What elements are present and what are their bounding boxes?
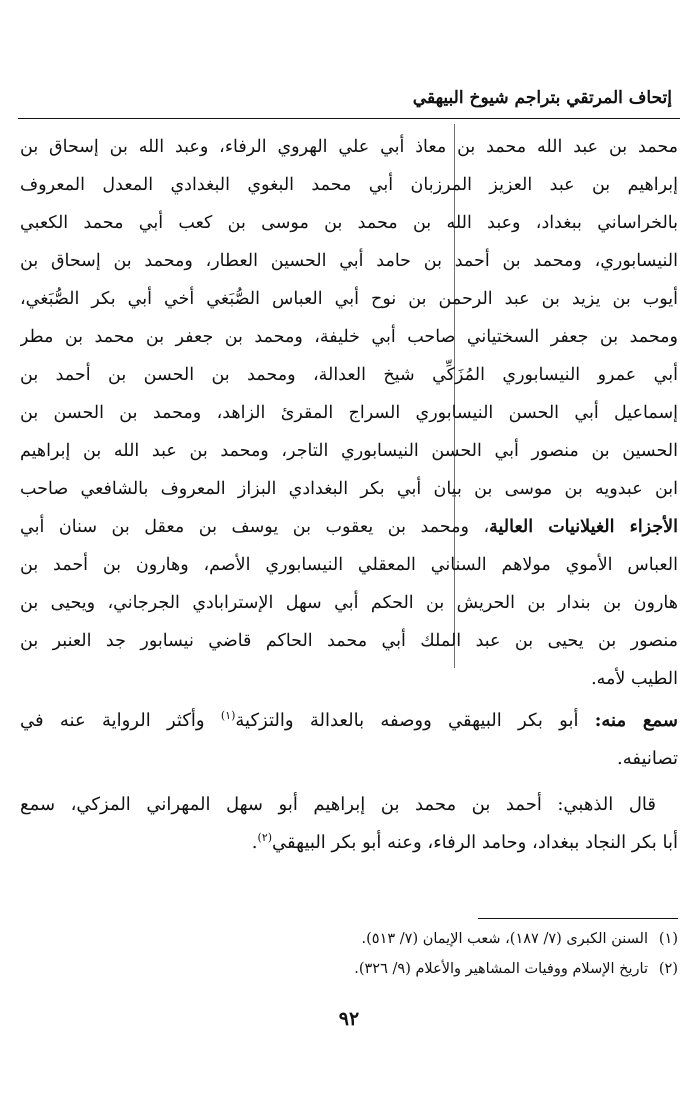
- running-header: [18, 84, 680, 119]
- footnote-number: (٢): [658, 961, 678, 977]
- footnotes: [20, 924, 678, 984]
- text-line: [20, 824, 678, 862]
- text-line: منصور بن يحيى بن عبد الملك أبي محمد الحاكم قاضي نيسابور جد العنبر بن: [20, 631, 678, 651]
- footnote-item: [20, 924, 678, 954]
- footnote-divider: [478, 918, 678, 919]
- footnote-text: تاريخ الإسلام ووفيات المشاهير والأعلام (٩/ ٣٢٦).: [354, 961, 648, 977]
- text-segment: أبو بكر البيهقي ووصفه بالعدالة والتزكية: [235, 710, 579, 731]
- text-line: هارون بن بندار بن الحريش بن الحكم أبي سهل الإسترابادي الجرجاني، ويحيى بن: [20, 593, 678, 613]
- text-line: أيوب بن يزيد بن عبد الرحمن بن نوح أبي العباس الصُّبَغي أخي أبي بكر الصُّبَغي،: [20, 289, 678, 309]
- text-line: النيسابوري، ومحمد بن أحمد بن حامد أبي الحسين العطار، ومحمد بن إسحاق بن: [20, 251, 678, 271]
- footnote-item: [20, 954, 678, 984]
- text-segment: وأكثر الرواية عنه في: [20, 710, 205, 731]
- text-line: ابن عبدويه بن موسى بن بيان أبي بكر البغدادي البزاز المعروف بالشافعي صاحب: [20, 479, 678, 499]
- text-line: قال الذهبي: أحمد بن محمد بن إبراهيم أبو سهل المهراني المزكي، سمع: [20, 794, 656, 815]
- footnote-ref[interactable]: (١): [220, 709, 236, 722]
- bold-book-title: الأجزاء الغيلانيات العالية: [489, 517, 678, 537]
- text-line: العباس الأموي مولاهم السناني المعقلي النيسابوري الأصم، وهارون بن أحمد بن: [20, 555, 678, 575]
- text-segment: أبا بكر النجاد ببغداد، وحامد الرفاء، وعنه أبو بكر البيهقي: [272, 832, 678, 853]
- heard-from-paragraph: [20, 702, 678, 778]
- text-line: [20, 702, 678, 740]
- text-line: إسماعيل أبي الحسن النيسابوري السراج المقرئ الزاهد، ومحمد بن الحسن بن: [20, 403, 678, 423]
- footnote-text: السنن الكبرى (٧/ ١٨٧)، شعب الإيمان (٧/ ٥١٣).: [361, 931, 648, 947]
- footnote-ref[interactable]: (٢): [257, 831, 273, 844]
- text-line-with-bold: [20, 508, 678, 546]
- text-line: بالخراساني ببغداد، وعبد الله بن محمد بن موسى بن كعب أبي محمد الكعبي: [20, 213, 678, 233]
- text-line: أبي عمرو النيسابوري المُزَكِّي شيخ العدالة، ومحمد بن الحسن بن أحمد بن: [20, 365, 678, 385]
- text-line: الطيب لأمه.: [591, 669, 678, 689]
- text-line: إبراهيم بن عبد العزيز المرزبان أبي محمد البغوي البغدادي المعدل المعروف: [20, 175, 678, 195]
- text-segment: .: [251, 832, 258, 853]
- dhahabi-paragraph: [20, 786, 678, 862]
- main-paragraph: [20, 128, 678, 698]
- text-line: محمد بن عبد الله محمد بن معاذ أبي علي الهروي الرفاء، وعبد الله بن إسحاق بن: [20, 137, 678, 157]
- book-title: إتحاف المرتقي بتراجم شيوخ البيهقي: [412, 88, 672, 108]
- page-number: ٩٢: [338, 1008, 360, 1030]
- text-line: تصانيفه.: [616, 748, 678, 769]
- footnote-number: (١): [658, 931, 678, 947]
- text-line: ومحمد بن جعفر السختياني صاحب أبي خليفة، ومحمد بن جعفر بن محمد بن مطر: [20, 327, 678, 347]
- heard-from-label: سمع منه:: [594, 710, 678, 731]
- text-line: الحسين بن منصور أبي الحسن النيسابوري التاجر، ومحمد بن عبد الله بن إبراهيم: [20, 441, 678, 461]
- text-segment: ، ومحمد بن يعقوب بن يوسف بن معقل بن سنان أبي: [20, 517, 490, 537]
